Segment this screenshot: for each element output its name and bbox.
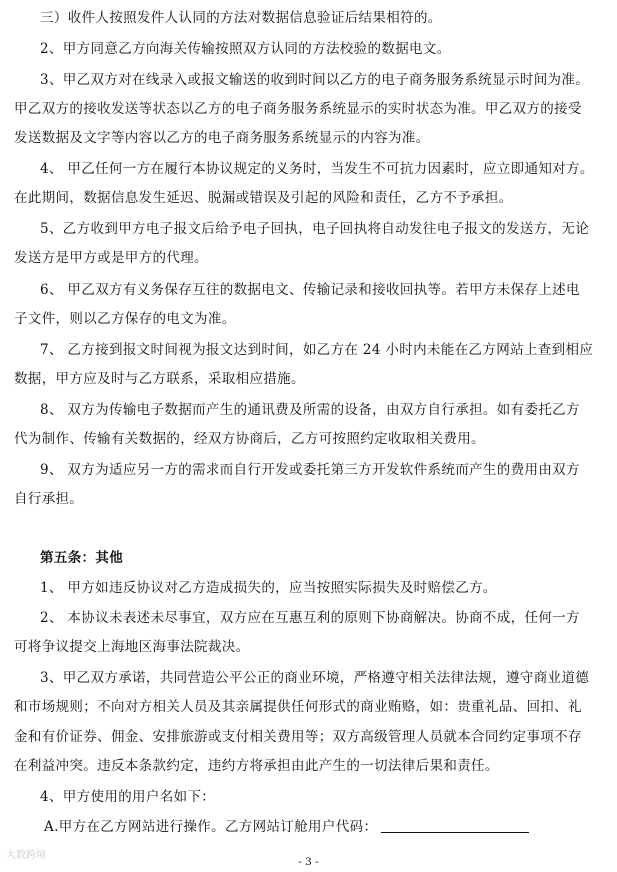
text-line: 子文件，则以乙方保存的电文为准。 xyxy=(14,311,236,327)
booking-code-blank xyxy=(381,819,529,833)
text-line: 三）收件人按照发件人认同的方法对数据信息验证后结果相符的。 xyxy=(40,10,442,26)
text-line: 4、 甲乙任何一方在履行本协议规定的义务时，当发生不可抗力因素时，应立即通知对方。 xyxy=(40,161,594,177)
page-number: - 3 - xyxy=(298,856,319,868)
text-line: 代为制作、传输有关数据的，经双方协商后，乙方可按照约定收取相关费用。 xyxy=(14,431,485,447)
text-line: 甲乙双方的接收发送等状态以乙方的电子商务服务系统显示的实时状态为准。甲乙双方的接受 xyxy=(14,101,582,117)
section-heading: 第五条：其他 xyxy=(40,550,124,566)
text-line: 发送方是甲方或是甲方的代理。 xyxy=(14,250,208,266)
text-line-with-blank xyxy=(44,819,617,835)
text-line: 3、甲乙双方承诺，共同营造公平公正的商业环境，严格遵守相关法律法规，遵守商业道德 xyxy=(40,670,590,686)
text-line: 自行承担。 xyxy=(14,491,84,507)
text-line: 3、甲乙双方对在线录入或报文输送的收到时间以乙方的电子商务服务系统显示时间为准。 xyxy=(40,72,590,88)
text-line: 2、 本协议未表述未尽事宜，双方应在互惠互利的原则下协商解决。协商不成，任何一方 xyxy=(40,610,580,626)
text-line: 2、甲方同意乙方向海关传输按照双方认同的方法校验的数据电文。 xyxy=(40,41,451,57)
text-line: 5、乙方收到甲方电子报文后给予电子回执，电子回执将自动发往电子报文的发送方，无论 xyxy=(40,221,590,237)
text-line: 在此期间，数据信息发生延迟、脱漏或错误及引起的风险和责任，乙方不予承担。 xyxy=(14,190,513,206)
text-line: 1、 甲方如违反协议对乙方造成损失的，应当按照实际损失及时赔偿乙方。 xyxy=(40,580,497,596)
text-line: 和市场规则；不向对方相关人员及其亲属提供任何形式的商业贿赂，如：贵重礼品、回扣、礼 xyxy=(14,699,582,715)
text-line: 数据，甲方应及时与乙方联系，采取相应措施。 xyxy=(14,371,305,387)
text-line: 金和有价证券、佣金、安排旅游或支付相关费用等；双方高级管理人员就本合同约定事项不存 xyxy=(14,729,582,745)
text-line: 8、 双方为传输电子数据而产生的通讯费及所需的设备，由双方自行承担。如有委托乙方 xyxy=(40,402,580,418)
text-line: 7、 乙方接到报文时间视为报文达到时间，如乙方在 24 小时内未能在乙方网站上查到相应 xyxy=(40,342,594,358)
watermark: 大数跨境 xyxy=(6,850,46,861)
text-line: 4、甲方使用的用户名如下： xyxy=(40,789,216,805)
text-line: 9、 双方为适应另一方的需求而自行开发或委托第三方开发软件系统而产生的费用由双方 xyxy=(40,462,580,478)
booking-code-label: A.甲方在乙方网站进行操作。乙方网站订舱用户代码： xyxy=(44,819,378,835)
text-line: 可将争议提交上海地区海事法院裁决。 xyxy=(14,639,250,655)
text-line: 发送数据及文字等内容以乙方的电子商务服务系统显示的内容为准。 xyxy=(14,130,430,146)
text-line: 在利益冲突。违反本条款约定，违约方将承担由此产生的一切法律后果和责任。 xyxy=(14,758,499,774)
text-line: 6、 甲乙双方有义务保存互往的数据电文、传输记录和接收回执等。若甲方未保存上述电 xyxy=(40,282,580,298)
